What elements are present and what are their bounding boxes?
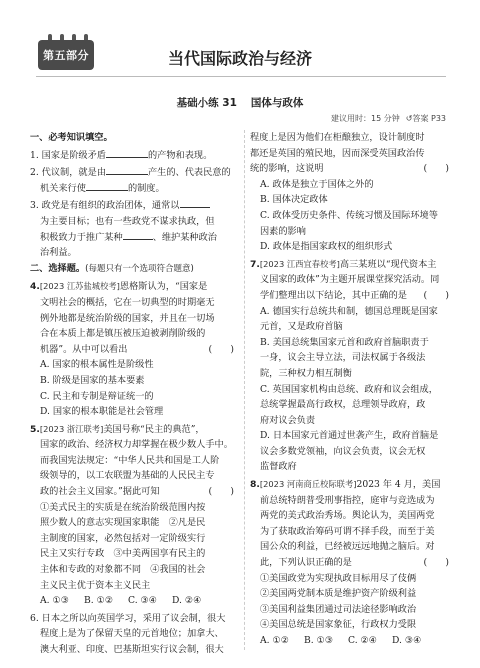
question-source-tag: [2023 浙江联考] <box>39 423 104 434</box>
statement-line: ①美国政党为实现执政目标用尽了伎俩 <box>260 572 417 584</box>
option-d[interactable]: D. 日本国家元首通过世袭产生，政府首脑是 <box>260 430 439 442</box>
answer-blank[interactable] <box>106 148 148 158</box>
option-b[interactable]: B. 阶级是国家的基本要素 <box>40 374 145 386</box>
option-c[interactable]: C. ②④ <box>348 635 378 646</box>
statement-line: ③美国利益集团通过司法途径影响政治 <box>260 603 417 615</box>
answer-blank[interactable] <box>123 230 153 240</box>
option-row <box>30 593 240 609</box>
question-5: 5.[2023 浙江联考]美国号称“民主的典范”， 国家的政治、经济权力却掌握在极少数人手中。 而我国宪法规定：“中华人民共和国是工人阶 级领导的，以工农联盟为基础的人民民主专 政的社会主义国家。”据此可知 ( ) ①美式民主的实质是在统治阶级范围内按 照少数人的意志实现国家职能 ②凡是民 主制度的国家，必然包括对一定阶级实行 民主又实行专政 ③中美两国享有民主的 主体和专政的对象都不同 ④我国的社会 主义民主优于资本主义民主 A. ①③ B. ①② C. ③④ D. ②④ <box>30 422 240 609</box>
question-4: 4.[2023 江苏盐城校考]恩格斯认为，“国家是 文明社会的概括，它在一切典型的时期毫无 例外地都是统治阶级的国家，并且在一切场 合在本质上都是镇压被压迫被剥削阶级的 机器”。从中可以看出 ( ) A. 国家的根本属性是阶级性 B. 阶级是国家的基本要素 C. 民主和专制是辩证统一的 D. 国家的根本职能是社会管理 <box>30 279 240 419</box>
exercise-topic: 国体与政体 <box>250 97 304 109</box>
option-b[interactable]: B. 国体决定政体 <box>260 194 328 206</box>
option-a[interactable]: A. 德国实行总统共和制，德国总理既是国家 <box>260 305 438 317</box>
exercise-number: 基础小练 31 <box>176 97 237 109</box>
option-d[interactable]: D. 政体是指国家政权的组织形式 <box>260 241 393 253</box>
option-c-continued: 府对议会负责 <box>260 414 316 426</box>
option-d-continued: 议会多数党领袖，向议会负责，议会无权 <box>260 445 426 457</box>
option-c[interactable]: C. 政体受历史条件、传统习惯及国际环境等 <box>260 209 438 221</box>
question-2: 2. 代议制，就是由 产生的、代表民意的 机关来行使 的制度。 <box>30 167 231 194</box>
question-source-tag: [2023 河南商丘校际联考] <box>259 479 357 490</box>
option-d[interactable]: D. ③④ <box>392 635 422 646</box>
question-7: 7.[2023 江西宜春校考]高三某班以“现代资本主 义国家的政体”为主题开展课堂探究活动。同 学们整理出以下结论，其中正确的是 ( ) A. 德国实行总统共和制，德国总理既是国家 元首，又是政府首脑 B. 美国总统集国家元首和政府首脑职责于 一身，议会主导立法，司法权属于各级法 院，三种权力相互制衡 C. 英国国家机构由总统、政府和议会组成， 总统掌握最高行政权，总理领导政府，政 府对议会负责 D. 日本国家元首通过世袭产生，政府首脑是 议会多数党领袖，向议会负责，议会无权 监督政府 <box>250 257 455 475</box>
suggested-time: 建议用时：15 分钟 <box>331 114 400 123</box>
statement-line: 主义民主优于资本主义民主 <box>40 579 151 591</box>
right-column <box>250 130 455 649</box>
exercise-meta <box>331 113 446 124</box>
option-b[interactable]: B. 美国总统集国家元首和政府首脑职责于 <box>260 336 429 348</box>
section-label: 第五部分 <box>38 40 94 70</box>
answer-key-icon: ↺ <box>405 114 413 123</box>
statement-line: 主制度的国家，必然包括对一定阶级实行 <box>40 532 206 544</box>
option-c[interactable]: C. 民主和专制是辩证统一的 <box>40 390 154 402</box>
option-a[interactable]: A. ①③ <box>40 595 69 607</box>
page-title: 当代国际政治与经济 <box>167 49 312 68</box>
option-c-continued: 总统掌握最高行政权，总理领导政府，政 <box>260 399 426 411</box>
statement-line: ④美国总统是国家象征，行政权力受限 <box>260 619 417 631</box>
option-d-continued: 监督政府 <box>260 461 297 473</box>
option-a[interactable]: A. ①② <box>260 635 289 646</box>
answer-blank[interactable] <box>180 198 210 208</box>
question-1: 1. 国家是阶级矛盾 的产物和表现。 <box>30 149 213 161</box>
question-8: 8.[2023 河南商丘校际联考]2023 年 4 月，美国 前总统特朗普受刑事指控，庭审与竞选成为 两党的美式政治秀场。舆论认为，美国两党 为了获取政治筹码可谓不择手段，而至于美 国公众的利益，已经被远远地抛之脑后。对 此，下列认识正确的是 ( ) ①美国政党为实现执政目标用尽了伎俩 ②美国两党制本质是维护资产阶级利益 ③美国利益集团通过司法途径影响政治 ④美国总统是国家象征，行政权力受限 A. ①② B. ①③ C. ②④ D. ③④ <box>250 477 455 649</box>
statement-line: 照少数人的意志实现国家职能 ②凡是民 <box>40 517 206 529</box>
statement-line: 主体和专政的对象都不同 ④我国的社会 <box>40 564 206 576</box>
answer-blank[interactable] <box>86 181 128 191</box>
title-divider <box>36 76 446 77</box>
option-c-continued: 因素的影响 <box>260 225 306 237</box>
option-c[interactable]: C. ③④ <box>128 595 158 607</box>
option-b-continued: 一身，议会主导立法，司法权属于各级法 <box>260 352 426 364</box>
answer-reference: 答案 P33 <box>412 114 446 123</box>
answer-blank[interactable] <box>106 165 148 175</box>
section-fill-in-heading: 一、必考知识填空。 <box>30 132 113 143</box>
option-b-continued: 院，三种权力相互制衡 <box>260 367 352 379</box>
option-c[interactable]: C. 英国国家机构由总统、政府和议会组成， <box>260 383 438 395</box>
answer-parentheses[interactable]: ( ) <box>208 486 234 498</box>
option-b[interactable]: B. ①③ <box>304 635 334 646</box>
left-column <box>30 130 240 658</box>
option-a-continued: 元首，又是政府首脑 <box>260 321 343 333</box>
question-3: 3. 政党是有组织的政治团体，通常以 为主要目标；也有一些政党不谋求执政，但 积极致力于推广某种 、维护某种政治 治利益。 <box>30 200 217 259</box>
question-6: 6. 日本之所以向英国学习，采用了议会制，很大 程度上是为了保留天皇的元首地位；加拿大、 澳大利亚、印度、巴基斯坦实行议会制，很大 <box>30 612 226 655</box>
statement-line: ①美式民主的实质是在统治阶级范围内按 <box>40 501 206 513</box>
column-divider <box>244 130 245 650</box>
option-b[interactable]: B. ①② <box>84 595 114 607</box>
answer-parentheses[interactable]: ( ) <box>208 343 234 355</box>
exercise-subtitle <box>0 95 480 110</box>
answer-parentheses[interactable]: ( ) <box>423 163 449 175</box>
statement-line: ②美国两党制本质是维护资产阶级利益 <box>260 588 417 600</box>
answer-parentheses[interactable]: ( ) <box>423 557 449 569</box>
option-a[interactable]: A. 政体是独立于国体之外的 <box>260 178 374 190</box>
option-d[interactable]: D. 国家的根本职能是社会管理 <box>40 406 164 418</box>
option-row <box>250 633 455 649</box>
option-d[interactable]: D. ②④ <box>172 595 202 607</box>
answer-parentheses[interactable]: ( ) <box>423 289 449 301</box>
statement-line: 民主又实行专政 ③中美两国享有民主的 <box>40 548 206 560</box>
question-source-tag: [2023 江苏盐城校考] <box>39 281 120 292</box>
question-source-tag: [2023 江西宜春校考] <box>259 258 340 269</box>
section-choice-heading: 二、选择题。(每题只有一个选项符合题意) <box>30 262 194 274</box>
question-6-continued: 程度上是因为他们在柜酿独立，设计制度时 都还是英国的殖民地，因而深受英国政治传 统的影响，这说明 ( ) A. 政体是独立于国体之外的 B. 国体决定政体 C. 政体受历史条件、传统习惯及国际环境等 因素的影响 D. 政体是指国家政权的组织形式 <box>250 130 455 255</box>
option-a[interactable]: A. 国家的根本属性是阶级性 <box>40 359 154 371</box>
